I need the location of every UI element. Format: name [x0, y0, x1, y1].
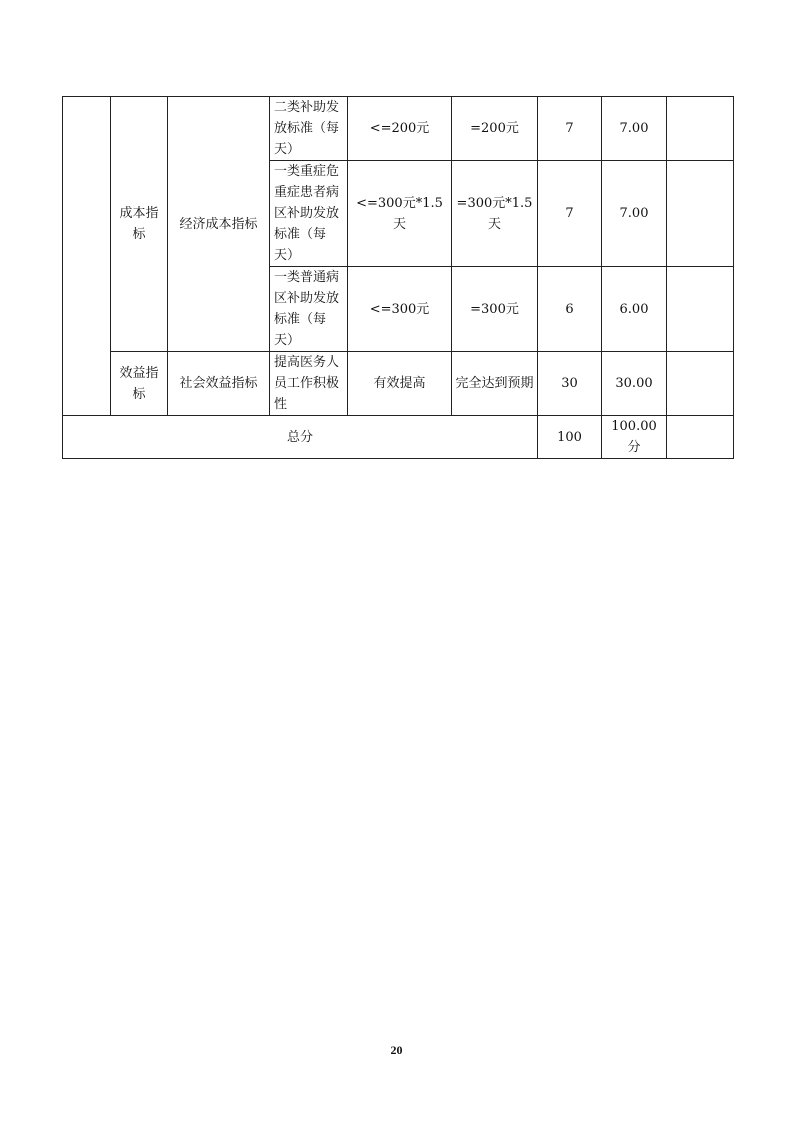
score-cell: 7.00	[602, 97, 667, 161]
target-cell: <=300元	[348, 267, 452, 352]
performance-table	[62, 96, 734, 459]
subcategory-cell: 经济成本指标	[168, 97, 270, 352]
indicator-cell: 一类重症危重症患者病区补助发放标准（每天）	[270, 161, 348, 267]
total-score-cell: 100.00分	[602, 416, 667, 459]
actual-cell: =300元	[452, 267, 538, 352]
note-cell	[667, 97, 734, 161]
weight-cell: 30	[538, 352, 602, 416]
total-label-cell: 总分	[63, 416, 538, 459]
score-cell: 6.00	[602, 267, 667, 352]
target-cell: 有效提高	[348, 352, 452, 416]
page-number: 20	[390, 1043, 403, 1057]
total-row	[63, 416, 734, 459]
note-cell	[667, 161, 734, 267]
actual-cell: =200元	[452, 97, 538, 161]
total-weight-cell: 100	[538, 416, 602, 459]
note-cell	[667, 352, 734, 416]
level1-category-cell	[63, 97, 111, 416]
indicator-cell: 提高医务人员工作积极性	[270, 352, 348, 416]
table-row	[63, 352, 734, 416]
target-cell: <=200元	[348, 97, 452, 161]
table-row	[63, 97, 734, 161]
indicator-cell: 一类普通病区补助发放标准（每天）	[270, 267, 348, 352]
weight-cell: 6	[538, 267, 602, 352]
score-cell: 30.00	[602, 352, 667, 416]
actual-cell: =300元*1.5天	[452, 161, 538, 267]
category-cell: 成本指标	[111, 97, 168, 352]
note-cell	[667, 267, 734, 352]
indicator-cell: 二类补助发放标准（每天）	[270, 97, 348, 161]
score-cell: 7.00	[602, 161, 667, 267]
actual-cell: 完全达到预期	[452, 352, 538, 416]
subcategory-cell: 社会效益指标	[168, 352, 270, 416]
weight-cell: 7	[538, 161, 602, 267]
target-cell: <=300元*1.5天	[348, 161, 452, 267]
weight-cell: 7	[538, 97, 602, 161]
category-cell: 效益指标	[111, 352, 168, 416]
total-note-cell	[667, 416, 734, 459]
